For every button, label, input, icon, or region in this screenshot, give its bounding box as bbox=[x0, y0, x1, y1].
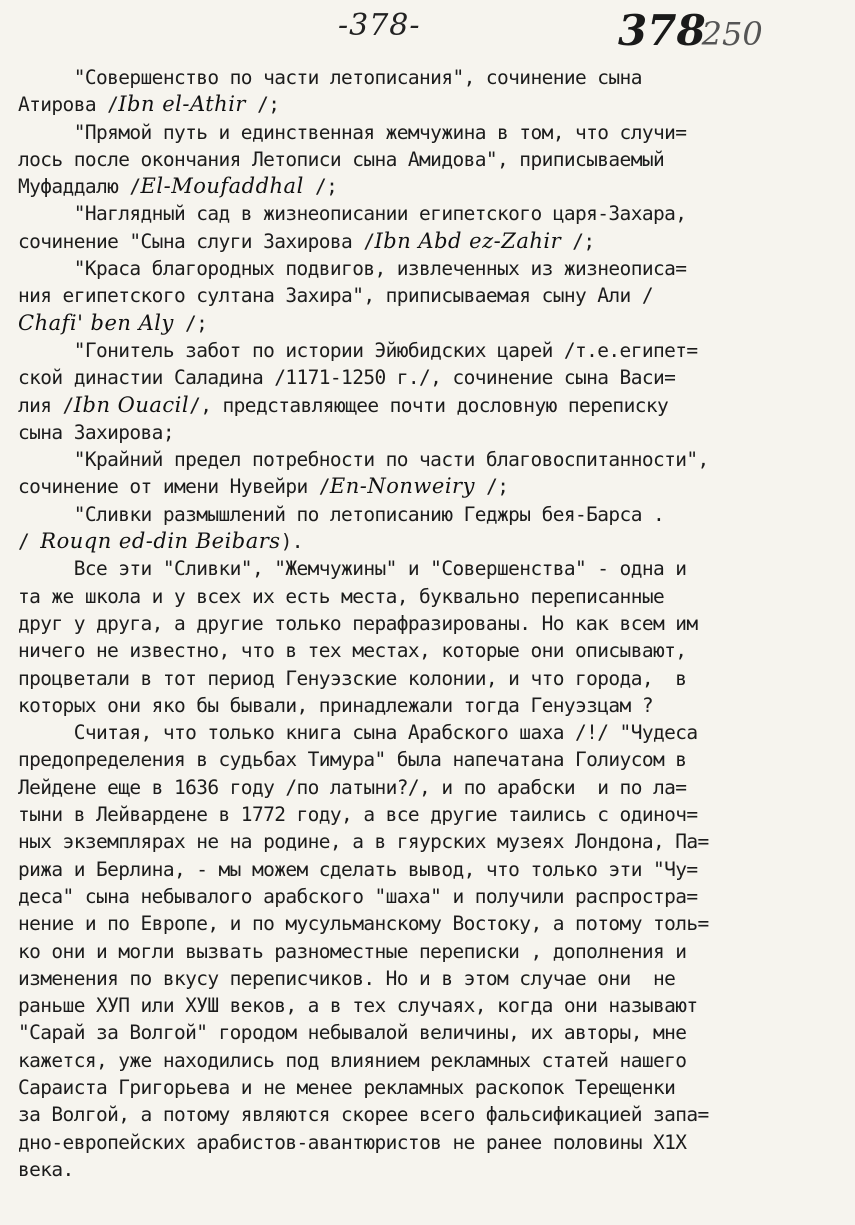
typed-text: предопределения в судьбах Тимура" была напечатана Голиусом в bbox=[18, 748, 687, 772]
typed-text: лось после окончания Летописи сына Амидова", приписываемый bbox=[18, 147, 665, 171]
text-line bbox=[18, 228, 840, 255]
typed-text: сочинение "Сына слуги Захирова / bbox=[18, 229, 375, 253]
text-line bbox=[18, 665, 840, 692]
typed-text: Сараиста Григорьева и не менее рекламных раскопок Терещенки bbox=[18, 1075, 676, 1099]
typed-text: "Совершенство по части летописания", сочинение сына bbox=[18, 66, 642, 89]
text-line bbox=[18, 1019, 840, 1046]
typed-text: друг у друга, а другие только перафразированы. Но как всем им bbox=[18, 611, 698, 635]
typed-text: за Волгой, а потому являются скорее всего фальсификацией запа= bbox=[18, 1103, 709, 1127]
typed-text: ных экземплярах не на родине, а в гяурских музеях Лондона, Па= bbox=[18, 830, 709, 854]
handwritten-annotation: Ibn Ouacil bbox=[73, 392, 190, 417]
text-line bbox=[18, 1074, 840, 1101]
typed-text: ко они и могли вызвать разноместные переписки , дополнения и bbox=[18, 939, 687, 963]
typed-text: "Крайний предел потребности по части благовоспитанности", bbox=[18, 448, 709, 472]
typed-text: ). bbox=[280, 530, 303, 554]
typed-text: изменения по вкусу переписчиков. Но и в этом случае они не bbox=[18, 966, 676, 990]
text-line bbox=[18, 719, 840, 746]
typed-text: ничего не известно, что в тех местах, которые они описывают, bbox=[18, 639, 687, 663]
typed-text: сочинение от имени Нувейри / bbox=[18, 475, 330, 499]
text-line bbox=[18, 1129, 840, 1156]
typed-text: /; bbox=[474, 475, 509, 499]
typed-text: тыни в Лейвардене в 1772 году, а все другие таились с одиноч= bbox=[18, 803, 698, 827]
typed-text: "Наглядный сад в жизнеописании египетского царя-Захара, bbox=[18, 202, 687, 226]
typed-text: века. bbox=[18, 1157, 74, 1181]
typed-text: которых они яко бы бывали, принадлежали тогда Генуэзцам ? bbox=[18, 693, 653, 717]
text-line bbox=[18, 610, 840, 637]
text-line bbox=[18, 1156, 840, 1183]
handwritten-annotation: Rouqn ed-din Beibars bbox=[40, 529, 281, 554]
handwritten-annotation: En-Nonweiry bbox=[329, 474, 475, 499]
handwritten-annotation: El-Moufaddhal bbox=[140, 174, 304, 199]
typed-text: /; bbox=[245, 93, 280, 117]
typed-text: /; bbox=[561, 229, 595, 253]
text-line bbox=[18, 91, 840, 118]
text-line bbox=[18, 200, 840, 227]
typed-text: раньше ХУП или ХУШ веков, а в тех случаях, когда они называют bbox=[18, 994, 698, 1018]
typed-text: ния египетского султана Захира", приписываемая сыну Али / bbox=[18, 284, 653, 308]
typed-text: дно-европейских арабистов-авантюристов не ранее половины Х1Х bbox=[18, 1130, 687, 1154]
typed-text: Все эти "Сливки", "Жемчужины" и "Совершенства" - одна и bbox=[18, 557, 687, 581]
page-number-overwrite: 250 bbox=[701, 15, 763, 53]
text-line bbox=[18, 501, 840, 528]
text-line bbox=[18, 119, 840, 146]
text-line bbox=[18, 828, 840, 855]
typed-text: "Прямой путь и единственная жемчужина в том, что случи= bbox=[18, 120, 687, 144]
text-line bbox=[18, 637, 840, 664]
text-line bbox=[18, 419, 840, 446]
page-number-stamp: 378 bbox=[618, 6, 706, 55]
typed-text: деса" сына небывалого арабского "шаха" и получили распростра= bbox=[18, 884, 698, 908]
text-line bbox=[18, 992, 840, 1019]
text-line bbox=[18, 692, 840, 719]
typed-page-number: -378- bbox=[338, 8, 421, 43]
text-line bbox=[18, 938, 840, 965]
typed-text: Атирова / bbox=[18, 93, 119, 117]
typed-text: "Сливки размышлений по летописанию Геджры бея-Барса . bbox=[18, 502, 665, 526]
handwritten-annotation: Ibn Abd ez-Zahir bbox=[374, 228, 562, 253]
typed-text: /; bbox=[173, 311, 208, 335]
typed-text: Муфаддалю / bbox=[18, 175, 141, 199]
text-line bbox=[18, 64, 840, 91]
text-line bbox=[18, 310, 840, 337]
text-line bbox=[18, 583, 840, 610]
text-line bbox=[18, 282, 840, 309]
typed-text: Лейдене еще в 1636 году /по латыни?/, и по арабски и по ла= bbox=[18, 775, 687, 799]
text-line bbox=[18, 801, 840, 828]
text-line bbox=[18, 446, 840, 473]
text-line bbox=[18, 774, 840, 801]
text-line bbox=[18, 255, 840, 282]
typed-text: Считая, что только книга сына Арабского шаха /!/ "Чудеса bbox=[18, 721, 698, 745]
text-line bbox=[18, 1047, 840, 1074]
handwritten-annotation: Ibn el-Athir bbox=[118, 92, 246, 117]
text-line bbox=[18, 528, 840, 555]
typed-text: ской династии Саладина /1171-1250 г./, сочинение сына Васи= bbox=[18, 366, 676, 390]
text-line bbox=[18, 965, 840, 992]
text-line bbox=[18, 392, 840, 419]
typed-text: лия / bbox=[18, 393, 74, 417]
text-line bbox=[18, 746, 840, 773]
text-line bbox=[18, 337, 840, 364]
typed-text: рижа и Берлина, - мы можем сделать вывод, что только эти "Чу= bbox=[18, 857, 698, 881]
text-line bbox=[18, 473, 840, 500]
text-line bbox=[18, 1101, 840, 1128]
text-line bbox=[18, 173, 840, 200]
typed-text: / bbox=[18, 530, 41, 554]
typed-text: "Сарай за Волгой" городом небывалой величины, их авторы, мне bbox=[18, 1021, 687, 1045]
text-line bbox=[18, 910, 840, 937]
typed-text: процветали в тот период Генуэзские колонии, и что города, в bbox=[18, 666, 687, 690]
typed-text: /, представляющее почти дословную переписку bbox=[189, 393, 669, 417]
typewritten-text bbox=[18, 64, 840, 1183]
text-line bbox=[18, 364, 840, 391]
text-line bbox=[18, 883, 840, 910]
text-line bbox=[18, 146, 840, 173]
typed-text: "Гонитель забот по истории Эйюбидских царей /т.е.египет= bbox=[18, 338, 698, 362]
handwritten-annotation: Chafi' ben Aly bbox=[18, 310, 174, 335]
typed-text: /; bbox=[303, 175, 338, 199]
typed-text: сына Захирова; bbox=[18, 420, 174, 444]
typed-text: кажется, уже находились под влиянием рекламных статей нашего bbox=[18, 1048, 687, 1072]
typed-text: та же школа и у всех их есть места, буквально переписанные bbox=[18, 584, 665, 608]
text-line bbox=[18, 555, 840, 582]
typed-text: "Краса благородных подвигов, извлеченных из жизнеописа= bbox=[18, 257, 687, 281]
typed-text: нение и по Европе, и по мусульманскому Востоку, а потому толь= bbox=[18, 912, 709, 936]
text-line bbox=[18, 856, 840, 883]
handwritten-page-number bbox=[618, 6, 763, 55]
